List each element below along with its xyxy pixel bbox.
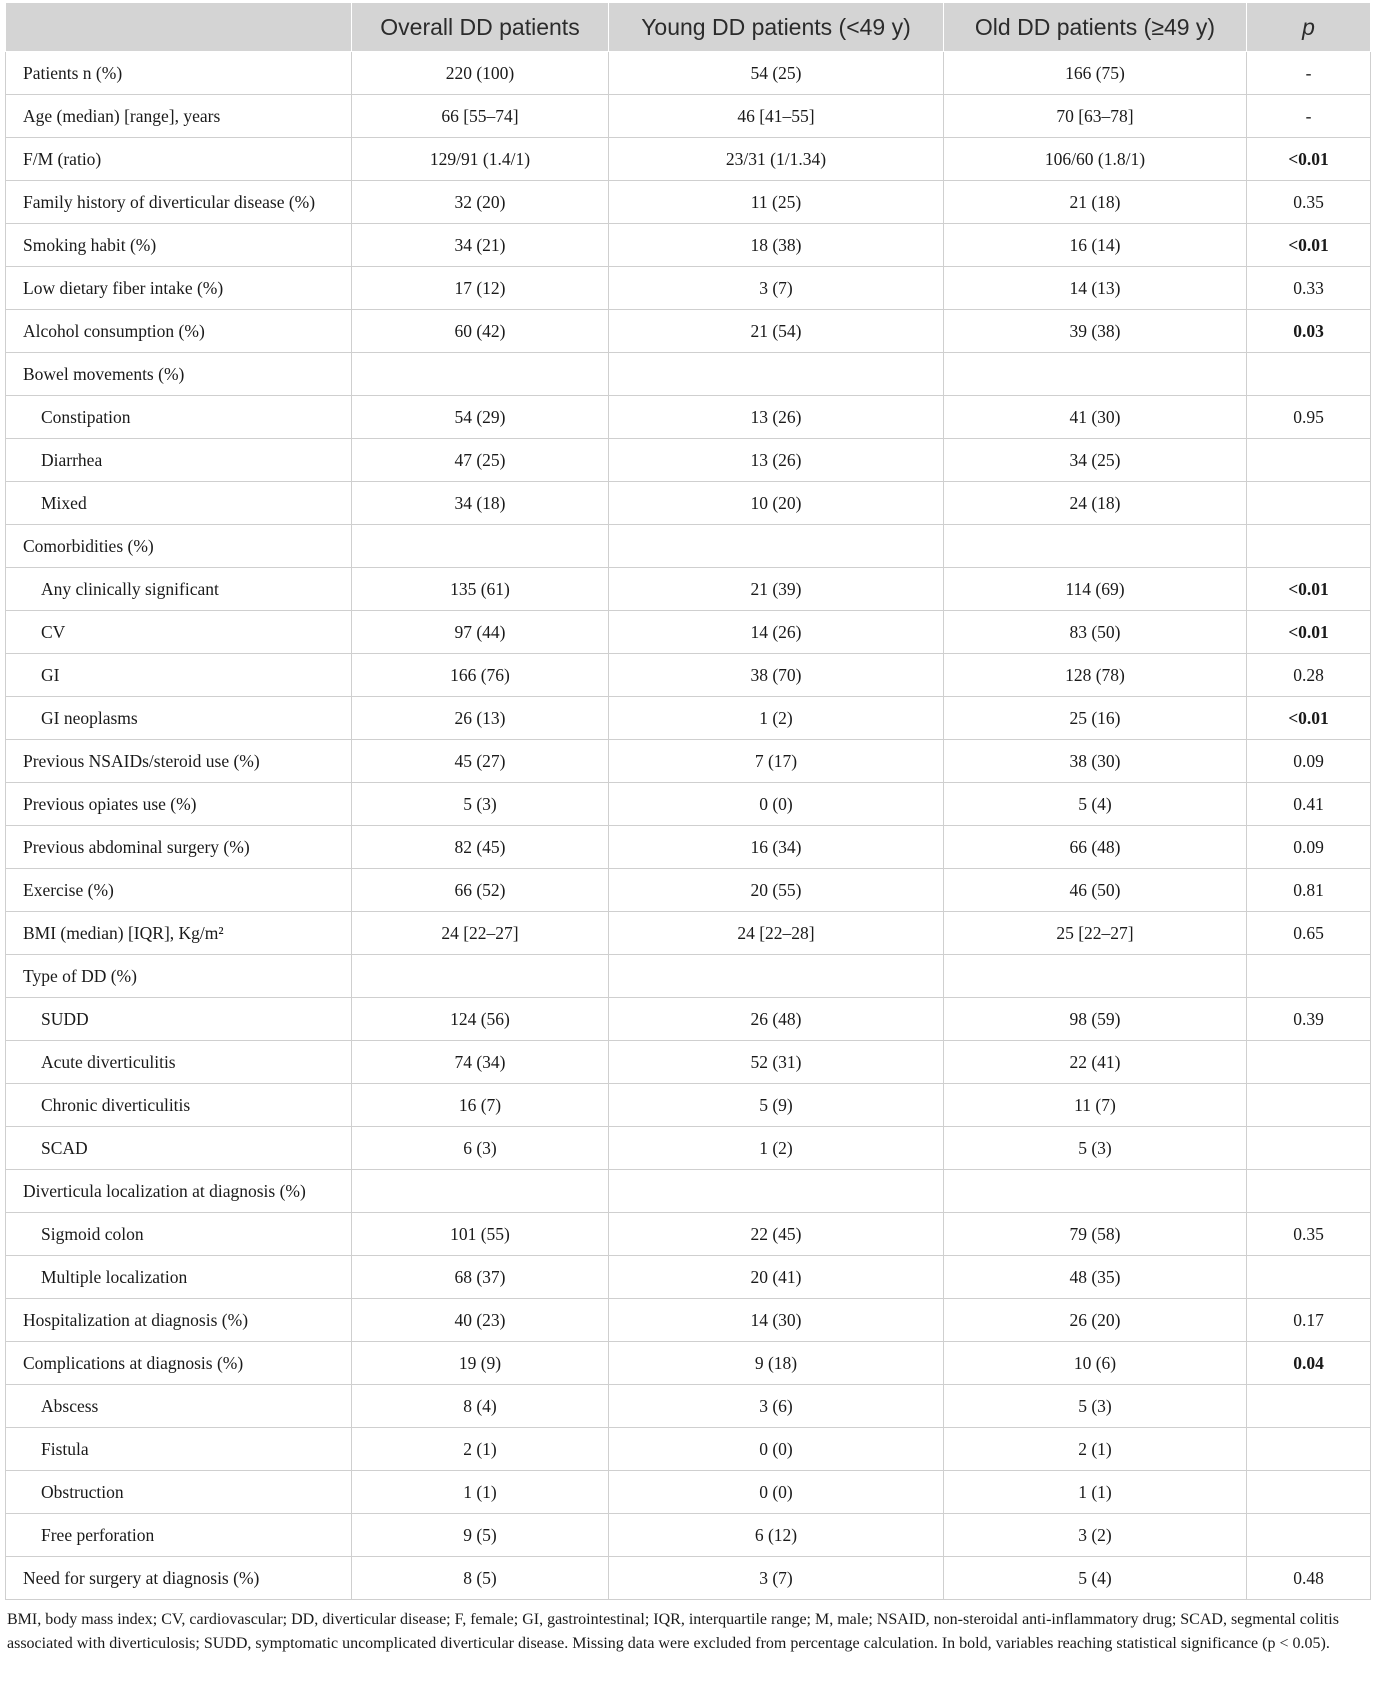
row-label: Complications at diagnosis (%) (6, 1342, 352, 1385)
header-variable (6, 3, 352, 52)
row-label: F/M (ratio) (6, 138, 352, 181)
row-label: Hospitalization at diagnosis (%) (6, 1299, 352, 1342)
cell-overall: 220 (100) (352, 52, 609, 95)
row-label: Acute diverticulitis (6, 1041, 352, 1084)
row-label: GI (6, 654, 352, 697)
row-label: Bowel movements (%) (6, 353, 352, 396)
cell-old: 25 [22–27] (944, 912, 1247, 955)
cell-overall: 8 (4) (352, 1385, 609, 1428)
cell-overall (352, 525, 609, 568)
row-label: Fistula (6, 1428, 352, 1471)
cell-overall: 34 (18) (352, 482, 609, 525)
cell-old: 22 (41) (944, 1041, 1247, 1084)
table-row (6, 1084, 1371, 1127)
cell-young: 0 (0) (609, 783, 944, 826)
cell-old: 166 (75) (944, 52, 1247, 95)
row-label: Patients n (%) (6, 52, 352, 95)
cell-young: 6 (12) (609, 1514, 944, 1557)
cell-p-value (1247, 1428, 1371, 1471)
cell-p-value: 0.28 (1247, 654, 1371, 697)
cell-overall (352, 1170, 609, 1213)
table-row (6, 1299, 1371, 1342)
cell-p-value: 0.04 (1247, 1342, 1371, 1385)
row-label: Abscess (6, 1385, 352, 1428)
cell-young: 13 (26) (609, 396, 944, 439)
cell-p-value (1247, 1256, 1371, 1299)
cell-overall: 5 (3) (352, 783, 609, 826)
table-row (6, 1041, 1371, 1084)
cell-p-value: <0.01 (1247, 568, 1371, 611)
cell-young: 0 (0) (609, 1428, 944, 1471)
cell-young: 54 (25) (609, 52, 944, 95)
cell-old: 98 (59) (944, 998, 1247, 1041)
cell-overall: 101 (55) (352, 1213, 609, 1256)
cell-old (944, 525, 1247, 568)
table-row (6, 955, 1371, 998)
cell-old: 2 (1) (944, 1428, 1247, 1471)
cell-overall: 2 (1) (352, 1428, 609, 1471)
table-header (6, 3, 1371, 52)
cell-old: 128 (78) (944, 654, 1247, 697)
cell-young: 3 (7) (609, 1557, 944, 1600)
cell-old: 5 (4) (944, 1557, 1247, 1600)
cell-old: 38 (30) (944, 740, 1247, 783)
table-row (6, 224, 1371, 267)
table-row (6, 267, 1371, 310)
cell-overall: 24 [22–27] (352, 912, 609, 955)
cell-p-value (1247, 1084, 1371, 1127)
table-row (6, 869, 1371, 912)
cell-p-value (1247, 1514, 1371, 1557)
row-label: Previous opiates use (%) (6, 783, 352, 826)
cell-p-value: 0.81 (1247, 869, 1371, 912)
row-label: Obstruction (6, 1471, 352, 1514)
row-label: Type of DD (%) (6, 955, 352, 998)
table-row (6, 1471, 1371, 1514)
cell-young (609, 353, 944, 396)
cell-p-value: 0.33 (1247, 267, 1371, 310)
cell-young: 14 (30) (609, 1299, 944, 1342)
row-label: CV (6, 611, 352, 654)
cell-old: 10 (6) (944, 1342, 1247, 1385)
table-row (6, 783, 1371, 826)
cell-overall: 124 (56) (352, 998, 609, 1041)
table-row (6, 1342, 1371, 1385)
cell-young (609, 525, 944, 568)
cell-old: 5 (3) (944, 1127, 1247, 1170)
cell-young: 0 (0) (609, 1471, 944, 1514)
cell-overall: 54 (29) (352, 396, 609, 439)
cell-old: 83 (50) (944, 611, 1247, 654)
cell-old: 3 (2) (944, 1514, 1247, 1557)
cell-p-value: 0.41 (1247, 783, 1371, 826)
cell-overall: 9 (5) (352, 1514, 609, 1557)
cell-overall: 47 (25) (352, 439, 609, 482)
cell-p-value: 0.09 (1247, 740, 1371, 783)
cell-old: 66 (48) (944, 826, 1247, 869)
cell-young: 1 (2) (609, 1127, 944, 1170)
cell-old: 41 (30) (944, 396, 1247, 439)
cell-overall: 97 (44) (352, 611, 609, 654)
cell-overall: 17 (12) (352, 267, 609, 310)
cell-p-value: 0.09 (1247, 826, 1371, 869)
cell-overall: 26 (13) (352, 697, 609, 740)
cell-old: 24 (18) (944, 482, 1247, 525)
cell-old: 106/60 (1.8/1) (944, 138, 1247, 181)
cell-old: 39 (38) (944, 310, 1247, 353)
cell-old: 16 (14) (944, 224, 1247, 267)
cell-overall: 82 (45) (352, 826, 609, 869)
cell-young: 46 [41–55] (609, 95, 944, 138)
table-row (6, 912, 1371, 955)
cell-old: 46 (50) (944, 869, 1247, 912)
cell-young (609, 1170, 944, 1213)
cell-p-value: 0.39 (1247, 998, 1371, 1041)
cell-p-value: 0.35 (1247, 1213, 1371, 1256)
row-label: Low dietary fiber intake (%) (6, 267, 352, 310)
cell-young: 11 (25) (609, 181, 944, 224)
row-label: Age (median) [range], years (6, 95, 352, 138)
cell-young: 23/31 (1/1.34) (609, 138, 944, 181)
cell-young: 18 (38) (609, 224, 944, 267)
cell-overall: 6 (3) (352, 1127, 609, 1170)
cell-old: 25 (16) (944, 697, 1247, 740)
cell-young: 20 (41) (609, 1256, 944, 1299)
header-young: Young DD patients (<49 y) (609, 3, 944, 52)
table-row (6, 826, 1371, 869)
header-row (6, 3, 1371, 52)
cell-p-value: - (1247, 52, 1371, 95)
cell-p-value (1247, 439, 1371, 482)
table-row (6, 1428, 1371, 1471)
table-row (6, 998, 1371, 1041)
cell-overall: 8 (5) (352, 1557, 609, 1600)
table-row (6, 1213, 1371, 1256)
row-label: BMI (median) [IQR], Kg/m² (6, 912, 352, 955)
row-label: Multiple localization (6, 1256, 352, 1299)
table-row (6, 525, 1371, 568)
table-row (6, 568, 1371, 611)
row-label: Smoking habit (%) (6, 224, 352, 267)
table-row (6, 611, 1371, 654)
row-label: Sigmoid colon (6, 1213, 352, 1256)
cell-overall: 66 (52) (352, 869, 609, 912)
cell-p-value (1247, 1385, 1371, 1428)
row-label: Constipation (6, 396, 352, 439)
cell-young: 22 (45) (609, 1213, 944, 1256)
cell-overall: 66 [55–74] (352, 95, 609, 138)
cell-overall: 16 (7) (352, 1084, 609, 1127)
cell-overall: 68 (37) (352, 1256, 609, 1299)
cell-old: 34 (25) (944, 439, 1247, 482)
row-label: Exercise (%) (6, 869, 352, 912)
row-label: Diarrhea (6, 439, 352, 482)
cell-p-value (1247, 1041, 1371, 1084)
cell-p-value: - (1247, 95, 1371, 138)
table-container (5, 2, 1370, 1656)
cell-p-value: <0.01 (1247, 224, 1371, 267)
table-row (6, 181, 1371, 224)
cell-overall: 74 (34) (352, 1041, 609, 1084)
cell-old: 79 (58) (944, 1213, 1247, 1256)
cell-p-value (1247, 525, 1371, 568)
cell-p-value (1247, 353, 1371, 396)
cell-p-value: 0.03 (1247, 310, 1371, 353)
cell-overall: 34 (21) (352, 224, 609, 267)
characteristics-table (5, 2, 1371, 1600)
cell-old: 21 (18) (944, 181, 1247, 224)
cell-p-value (1247, 955, 1371, 998)
table-footnote: BMI, body mass index; CV, cardiovascular; DD, diverticular disease; F, female; GI, gastrointestinal; IQR, interquartile range; M, male; NSAID, non-steroidal anti-inflammatory drug; SCAD, segmental colitis associated with diverticulosis; SUDD, symptomatic uncomplicated diverticular disease. Missing data were excluded from percentage calculation. In bold, variables reaching statistical significance (p < 0.05). (7, 1611, 1339, 1652)
row-label: Free perforation (6, 1514, 352, 1557)
table-row (6, 52, 1371, 95)
row-label: Chronic diverticulitis (6, 1084, 352, 1127)
cell-young: 16 (34) (609, 826, 944, 869)
cell-old: 14 (13) (944, 267, 1247, 310)
table-row (6, 654, 1371, 697)
table-row (6, 95, 1371, 138)
cell-old: 1 (1) (944, 1471, 1247, 1514)
cell-p-value: <0.01 (1247, 138, 1371, 181)
cell-old: 70 [63–78] (944, 95, 1247, 138)
cell-p-value: 0.35 (1247, 181, 1371, 224)
cell-young (609, 955, 944, 998)
table-row (6, 482, 1371, 525)
cell-old: 5 (4) (944, 783, 1247, 826)
cell-young: 3 (7) (609, 267, 944, 310)
row-label: Alcohol consumption (%) (6, 310, 352, 353)
cell-young: 21 (54) (609, 310, 944, 353)
cell-old (944, 353, 1247, 396)
table-body (6, 52, 1371, 1600)
cell-p-value: <0.01 (1247, 697, 1371, 740)
cell-old: 11 (7) (944, 1084, 1247, 1127)
cell-young: 7 (17) (609, 740, 944, 783)
cell-old: 5 (3) (944, 1385, 1247, 1428)
cell-overall: 40 (23) (352, 1299, 609, 1342)
table-row (6, 396, 1371, 439)
table-row (6, 439, 1371, 482)
row-label: SUDD (6, 998, 352, 1041)
row-label: Comorbidities (%) (6, 525, 352, 568)
table-row (6, 1256, 1371, 1299)
row-label: Mixed (6, 482, 352, 525)
header-old: Old DD patients (≥49 y) (944, 3, 1247, 52)
cell-young: 20 (55) (609, 869, 944, 912)
table-row (6, 138, 1371, 181)
row-label: GI neoplasms (6, 697, 352, 740)
cell-old (944, 955, 1247, 998)
table-row (6, 697, 1371, 740)
cell-young: 14 (26) (609, 611, 944, 654)
row-label: Previous abdominal surgery (%) (6, 826, 352, 869)
cell-young: 13 (26) (609, 439, 944, 482)
cell-p-value: 0.17 (1247, 1299, 1371, 1342)
header-overall: Overall DD patients (352, 3, 609, 52)
row-label: Diverticula localization at diagnosis (%) (6, 1170, 352, 1213)
table-row (6, 353, 1371, 396)
table-row (6, 1557, 1371, 1600)
row-label: Family history of diverticular disease (%) (6, 181, 352, 224)
cell-overall: 60 (42) (352, 310, 609, 353)
cell-old: 114 (69) (944, 568, 1247, 611)
cell-overall: 32 (20) (352, 181, 609, 224)
cell-p-value: <0.01 (1247, 611, 1371, 654)
cell-p-value (1247, 1127, 1371, 1170)
cell-p-value (1247, 1471, 1371, 1514)
cell-p-value (1247, 1170, 1371, 1213)
cell-overall: 135 (61) (352, 568, 609, 611)
cell-p-value: 0.95 (1247, 396, 1371, 439)
cell-young: 9 (18) (609, 1342, 944, 1385)
cell-p-value: 0.48 (1247, 1557, 1371, 1600)
cell-young: 5 (9) (609, 1084, 944, 1127)
cell-p-value (1247, 482, 1371, 525)
table-row (6, 1385, 1371, 1428)
cell-young: 24 [22–28] (609, 912, 944, 955)
cell-overall: 45 (27) (352, 740, 609, 783)
cell-young: 1 (2) (609, 697, 944, 740)
cell-overall: 19 (9) (352, 1342, 609, 1385)
cell-young: 52 (31) (609, 1041, 944, 1084)
cell-young: 10 (20) (609, 482, 944, 525)
cell-p-value: 0.65 (1247, 912, 1371, 955)
row-label: Previous NSAIDs/steroid use (%) (6, 740, 352, 783)
cell-overall: 166 (76) (352, 654, 609, 697)
table-row (6, 310, 1371, 353)
table-row (6, 740, 1371, 783)
cell-old: 26 (20) (944, 1299, 1247, 1342)
cell-young: 26 (48) (609, 998, 944, 1041)
cell-young: 3 (6) (609, 1385, 944, 1428)
cell-overall (352, 353, 609, 396)
cell-young: 38 (70) (609, 654, 944, 697)
header-p-value: p (1247, 3, 1371, 52)
row-label: Need for surgery at diagnosis (%) (6, 1557, 352, 1600)
table-row (6, 1170, 1371, 1213)
cell-overall: 1 (1) (352, 1471, 609, 1514)
row-label: SCAD (6, 1127, 352, 1170)
table-row (6, 1127, 1371, 1170)
cell-young: 21 (39) (609, 568, 944, 611)
cell-old: 48 (35) (944, 1256, 1247, 1299)
cell-overall (352, 955, 609, 998)
cell-old (944, 1170, 1247, 1213)
table-row (6, 1514, 1371, 1557)
cell-overall: 129/91 (1.4/1) (352, 138, 609, 181)
row-label: Any clinically significant (6, 568, 352, 611)
